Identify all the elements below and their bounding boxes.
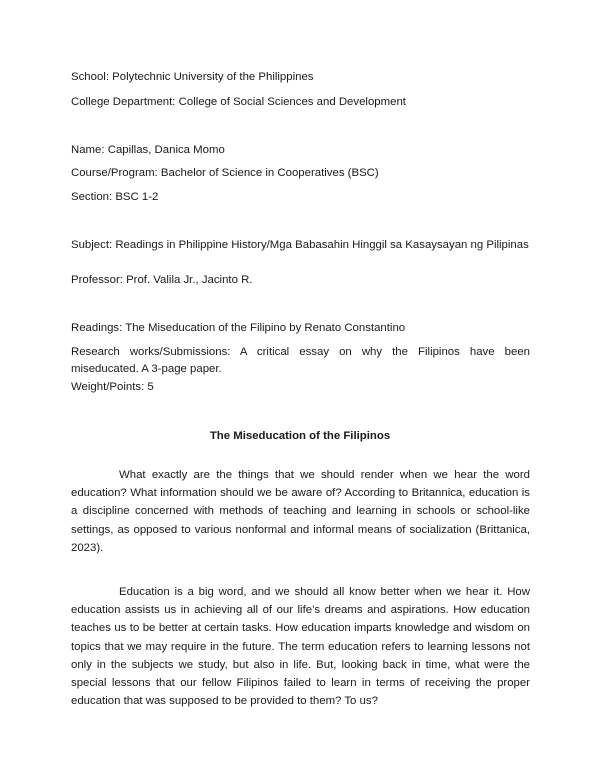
essay-paragraph-2: Education is a big word, and we should all know better when we hear it. How education assists us in achieving all of our life’s dreams and aspirations. How education teaches us to be better at certain tasks. How education imparts knowledge and wisdom on topics that we may require in the future. The term education refers to learning lessons not only in the subjects we study, but also in life. But, looking back in time, what were the special lessons that our fellow Filipinos failed to learn in terms of receiving the proper education that was supposed to be provided to them? To us?: [71, 586, 530, 708]
weight-line: Weight/Points: 5: [71, 381, 154, 393]
student-name-line: Name: Capillas, Danica Momo: [71, 144, 225, 156]
subject-line: Subject: Readings in Philippine History/Mga Babasahin Hinggil sa Kasaysayan ng Pilipinas: [71, 239, 529, 251]
professor-line: Professor: Prof. Valila Jr., Jacinto R.: [71, 274, 253, 286]
essay-title: The Miseducation of the Filipinos: [209, 430, 391, 442]
school-line: School: Polytechnic University of the Philippines: [71, 71, 314, 83]
essay-paragraph-1: What exactly are the things that we should render when we hear the word education? What information should we be aware of? According to Britannica, education is a discipline concerned with methods of teaching and learning in schools or school-like settings, as opposed to various nonformal and informal means of socialization (Brittanica, 2023).: [71, 469, 530, 554]
college-line: College Department: College of Social Sciences and Development: [71, 96, 406, 108]
research-line: Research works/Submissions: A critical essay on why the Filipinos have been miseducated. A 3-page paper.: [71, 346, 530, 376]
readings-line: Readings: The Miseducation of the Filipino by Renato Constantino: [71, 322, 406, 334]
section-line: Section: BSC 1-2: [71, 191, 159, 203]
course-line: Course/Program: Bachelor of Science in Cooperatives (BSC): [71, 167, 379, 179]
